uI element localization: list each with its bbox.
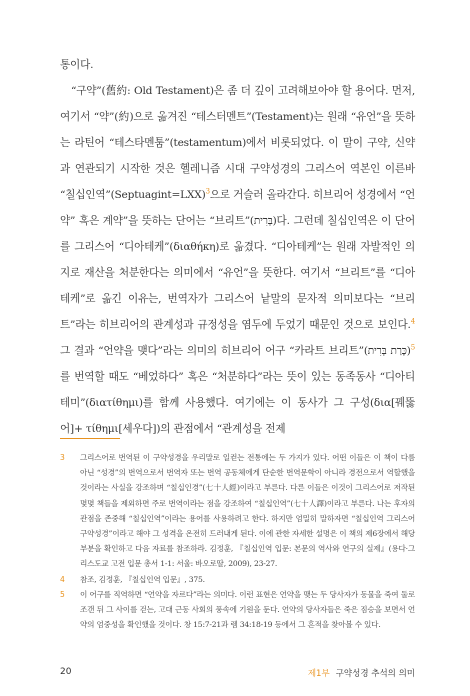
running-footer: [308, 667, 415, 679]
body-text: [60, 52, 415, 442]
footnote-4: [60, 572, 415, 587]
footnote-number: 5: [60, 589, 65, 599]
section-title: 구약성경 추석의 의미: [335, 669, 415, 679]
footnote-ref-3[interactable]: 3: [205, 187, 210, 196]
footnote-text: 그리스어로 번역된 이 구약성경을 우리말로 일컫는 전통에는 두 가지가 있다. 어떤 이들은 이 책이 다름 아닌 “성경”의 번역으로서 번역자 또는 번역 공동체에게 단순한 번역문학이 아니라 경전으로서 역할했을 것이라는 사실을 강조하며 “칠십인경”(七十人經)이라고 부른다. 다른 이들은 이것이 그리스어로 저작된 몇몇 책들을 제외하면 주로 번역이라는 점을 강조하여 “칠십인역”(七十人譯)이라고 부른다. 나는 후자의 관점을 존중해 “칠십인역”이라는 용어를 사용하려고 한다. 하지만 엄밀히 말하자면 “칠십인역 그리스어 구약성경”이라고 해야 그 성격을 온전히 드러내게 된다. 이에 관한 자세한 설명은 이 책의 제6장에서 해당 부분을 확인하고 다음 자료를 참조하라. 김정훈, 『칠십인역 입문: 본문의 역사와 연구의 실제』(용다·그리스도교 고전 입문 총서 1-1: 서울: 바오로딸, 2009), 23-27.: [80, 453, 415, 569]
page-number: 20: [60, 667, 72, 677]
footnote-ref-5[interactable]: 5: [410, 343, 415, 352]
paragraph-2-part-b: 으로 거슬러 올라간다. 히브리어 성경에서 “언약” 혹은 계약”을 뜻하는 단어는 “브리트”(בְּרִית)다. 그런데 칠십인역은 이 단어를 그리스어 “디아테케”(διαθήκη)로 옮겼다. “디아테케”는 원래 자발적인 의지로 재산을 처분한다는 의미에서 “유언”을 뜻한다. 여기서 “브리트”를 “디아테케”로 옮긴 이유는, 번역자가 그리스어 낱말의 문자적 의미보다는 “브리트”라는 히브리어의 관계성과 규정성을 염두에 두었기 때문인 것으로 보인다.: [60, 189, 415, 331]
footnote-3: [60, 450, 415, 572]
paragraph-2-part-a: “구약”(舊約: Old Testament)은 좀 더 깊이 고려해보아야 할 용어다. 먼저, 여기서 “약”(約)으로 옮겨진 “테스터멘트”(Testament)는 원래 “유언”을 뜻하는 라틴어 “테스타멘툼”(testamentum)에서 비롯되었다. 이 말이 구약, 신약과 연관되기 시작한 것은 헬레니즘 시대 구약성경의 그리스어 역본인 이른바 “칠십인역”(Septuagint=LXX): [60, 85, 415, 201]
footnote-number: 4: [60, 574, 65, 584]
footnotes: [60, 450, 415, 632]
footnote-ref-4[interactable]: 4: [410, 317, 415, 326]
footnote-5: [60, 587, 415, 633]
footnote-divider: [60, 438, 120, 439]
paragraph-2: [60, 78, 415, 442]
paragraph-1: 통이다.: [60, 59, 94, 71]
paragraph-2-part-d: 를 번역할 때도 “베었하다” 혹은 “처분하다”라는 뜻이 있는 동족동사 “디아티테미”(διατίθημι)를 함께 사용했다. 여기에는 이 동사가 그 구성(δια[꿰뚫어]+ τίθημι[세우다])의 관점에서 “관계성을 전제: [60, 371, 415, 435]
part-label: 제1부: [307, 669, 330, 679]
footnote-text: 참조, 김정훈, 『칠십인역 입문』, 375.: [80, 574, 205, 584]
footnote-text: 이 어구를 직역하면 “언약을 자르다”라는 의미다. 이런 표현은 언약을 맺는 두 당사자가 동물을 죽여 둘로 조갠 뒤 그 사이를 걷는, 고대 근동 사회의 풍속에 기원을 둔다. 언약의 당사자들은 죽은 짐승을 보면서 언약의 엄중성을 확인했을 것이다. 창 15:7-21과 렘 34:18-19 등에서 그 흔적을 찾아볼 수 있다.: [80, 589, 415, 630]
footnote-number: 3: [60, 453, 65, 462]
paragraph-2-part-c: 그 결과 “언약을 맺다”라는 의미의 히브리어 어구 “카라트 브리트”(כָּרַת בְּרִית): [60, 345, 411, 357]
